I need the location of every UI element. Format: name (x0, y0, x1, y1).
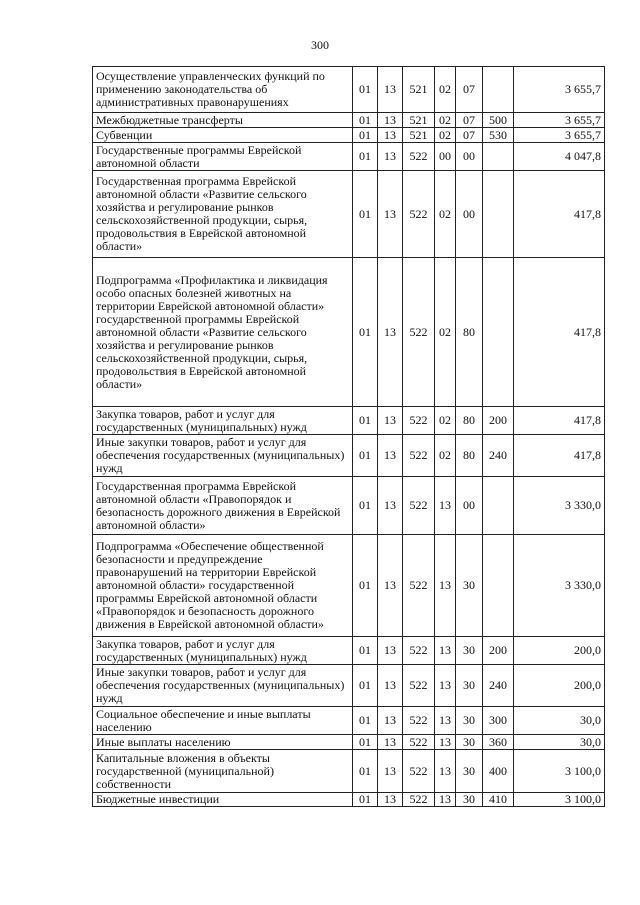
section-code: 01 (353, 171, 378, 258)
target-item-code: 07 (456, 67, 483, 113)
subsection-code: 13 (378, 435, 403, 477)
budget-table (92, 66, 605, 807)
section-code: 01 (353, 637, 378, 665)
target-subarticle-code: 02 (435, 407, 456, 435)
target-subarticle-code: 02 (435, 128, 456, 143)
expense-type-code: 360 (483, 735, 514, 750)
section-code: 01 (353, 113, 378, 128)
row-name: Иные выплаты населению (93, 735, 353, 750)
target-item-code: 00 (456, 477, 483, 535)
target-item-code: 30 (456, 793, 483, 807)
amount: 417,8 (514, 407, 605, 435)
target-item-code: 80 (456, 258, 483, 407)
page-number: 300 (311, 38, 329, 52)
subsection-code: 13 (378, 407, 403, 435)
amount: 417,8 (514, 435, 605, 477)
table-row (93, 171, 605, 258)
table-row (93, 665, 605, 707)
target-article-code: 522 (403, 477, 435, 535)
target-subarticle-code: 02 (435, 171, 456, 258)
target-article-code: 522 (403, 535, 435, 637)
target-item-code: 80 (456, 407, 483, 435)
target-subarticle-code: 13 (435, 535, 456, 637)
expense-type-code (483, 171, 514, 258)
target-item-code: 07 (456, 128, 483, 143)
target-subarticle-code: 13 (435, 735, 456, 750)
target-subarticle-code: 13 (435, 665, 456, 707)
row-name: Государственная программа Еврейской автономной области «Развитие сельского хозяйства и регулирование рынков сельскохозяйственной продукции, сырья, продовольствия в Еврейской автономной области» (93, 171, 353, 258)
target-article-code: 522 (403, 143, 435, 171)
subsection-code: 13 (378, 477, 403, 535)
subsection-code: 13 (378, 793, 403, 807)
section-code: 01 (353, 535, 378, 637)
section-code: 01 (353, 67, 378, 113)
section-code: 01 (353, 707, 378, 735)
subsection-code: 13 (378, 665, 403, 707)
subsection-code: 13 (378, 707, 403, 735)
expense-type-code (483, 477, 514, 535)
subsection-code: 13 (378, 143, 403, 171)
section-code: 01 (353, 128, 378, 143)
target-article-code: 522 (403, 435, 435, 477)
amount: 3 330,0 (514, 535, 605, 637)
amount: 3 330,0 (514, 477, 605, 535)
target-article-code: 522 (403, 171, 435, 258)
subsection-code: 13 (378, 113, 403, 128)
target-item-code: 30 (456, 750, 483, 793)
table-row (93, 67, 605, 113)
row-name: Закупка товаров, работ и услуг для государственных (муниципальных) нужд (93, 407, 353, 435)
amount: 200,0 (514, 637, 605, 665)
target-article-code: 522 (403, 750, 435, 793)
amount: 3 100,0 (514, 793, 605, 807)
section-code: 01 (353, 435, 378, 477)
target-item-code: 30 (456, 665, 483, 707)
target-subarticle-code: 13 (435, 707, 456, 735)
row-name: Подпрограмма «Профилактика и ликвидация особо опасных болезней животных на территории Еврейской автономной области» государственной программы Еврейской автономной области «Развитие сельского хозяйства и регулирование рынков сельскохозяйственной продукции, сырья, продовольствия в Еврейской автономной области» (93, 258, 353, 407)
expense-type-code: 240 (483, 665, 514, 707)
expense-type-code: 300 (483, 707, 514, 735)
table-row (93, 113, 605, 128)
table-row (93, 637, 605, 665)
amount: 417,8 (514, 171, 605, 258)
target-article-code: 522 (403, 735, 435, 750)
expense-type-code (483, 258, 514, 407)
target-article-code: 521 (403, 128, 435, 143)
target-article-code: 522 (403, 793, 435, 807)
target-article-code: 522 (403, 637, 435, 665)
table-row (93, 435, 605, 477)
section-code: 01 (353, 258, 378, 407)
row-name: Государственная программа Еврейской автономной области «Правопорядок и безопасность дорожного движения в Еврейской автономной области» (93, 477, 353, 535)
amount: 417,8 (514, 258, 605, 407)
target-subarticle-code: 02 (435, 435, 456, 477)
target-item-code: 30 (456, 535, 483, 637)
target-subarticle-code: 02 (435, 258, 456, 407)
row-name: Подпрограмма «Обеспечение общественной безопасности и предупреждение правонарушений на территории Еврейской автономной области» государственной программы Еврейской автономной области «Правопорядок и безопасность дорожного движения в Еврейской автономной области» (93, 535, 353, 637)
target-subarticle-code: 02 (435, 67, 456, 113)
target-subarticle-code: 13 (435, 637, 456, 665)
row-name: Межбюджетные трансферты (93, 113, 353, 128)
table-row (93, 128, 605, 143)
expense-type-code: 200 (483, 637, 514, 665)
amount: 4 047,8 (514, 143, 605, 171)
expense-type-code: 200 (483, 407, 514, 435)
target-subarticle-code: 13 (435, 477, 456, 535)
expense-type-code (483, 143, 514, 171)
table-body (93, 67, 605, 807)
target-item-code: 30 (456, 637, 483, 665)
subsection-code: 13 (378, 637, 403, 665)
section-code: 01 (353, 750, 378, 793)
expense-type-code: 400 (483, 750, 514, 793)
table-row (93, 258, 605, 407)
target-item-code: 00 (456, 171, 483, 258)
row-name: Государственные программы Еврейской автономной области (93, 143, 353, 171)
row-name: Иные закупки товаров, работ и услуг для обеспечения государственных (муниципальных) нужд (93, 435, 353, 477)
table-row (93, 735, 605, 750)
target-subarticle-code: 13 (435, 750, 456, 793)
section-code: 01 (353, 665, 378, 707)
target-subarticle-code: 02 (435, 113, 456, 128)
subsection-code: 13 (378, 128, 403, 143)
target-article-code: 522 (403, 258, 435, 407)
row-name: Осуществление управленческих функций по применению законодательства об административных правонарушениях (93, 67, 353, 113)
target-article-code: 522 (403, 407, 435, 435)
expense-type-code (483, 67, 514, 113)
subsection-code: 13 (378, 735, 403, 750)
table-row (93, 477, 605, 535)
row-name: Социальное обеспечение и иные выплаты населению (93, 707, 353, 735)
subsection-code: 13 (378, 171, 403, 258)
table-row (93, 407, 605, 435)
section-code: 01 (353, 477, 378, 535)
row-name: Капитальные вложения в объекты государственной (муниципальной) собственности (93, 750, 353, 793)
expense-type-code: 240 (483, 435, 514, 477)
target-item-code: 07 (456, 113, 483, 128)
row-name: Бюджетные инвестиции (93, 793, 353, 807)
table-row (93, 707, 605, 735)
amount: 30,0 (514, 707, 605, 735)
amount: 200,0 (514, 665, 605, 707)
expense-type-code: 500 (483, 113, 514, 128)
amount: 3 655,7 (514, 128, 605, 143)
table-row (93, 750, 605, 793)
target-article-code: 521 (403, 67, 435, 113)
target-item-code: 80 (456, 435, 483, 477)
section-code: 01 (353, 793, 378, 807)
amount: 3 100,0 (514, 750, 605, 793)
target-item-code: 00 (456, 143, 483, 171)
target-article-code: 522 (403, 665, 435, 707)
subsection-code: 13 (378, 535, 403, 637)
row-name: Закупка товаров, работ и услуг для государственных (муниципальных) нужд (93, 637, 353, 665)
section-code: 01 (353, 143, 378, 171)
section-code: 01 (353, 407, 378, 435)
expense-type-code: 530 (483, 128, 514, 143)
target-item-code: 30 (456, 735, 483, 750)
expense-type-code (483, 535, 514, 637)
expense-type-code: 410 (483, 793, 514, 807)
target-article-code: 522 (403, 707, 435, 735)
row-name: Иные закупки товаров, работ и услуг для обеспечения государственных (муниципальных) нужд (93, 665, 353, 707)
subsection-code: 13 (378, 750, 403, 793)
target-article-code: 521 (403, 113, 435, 128)
target-item-code: 30 (456, 707, 483, 735)
table-row (93, 793, 605, 807)
section-code: 01 (353, 735, 378, 750)
subsection-code: 13 (378, 67, 403, 113)
amount: 3 655,7 (514, 67, 605, 113)
amount: 30,0 (514, 735, 605, 750)
amount: 3 655,7 (514, 113, 605, 128)
target-subarticle-code: 13 (435, 793, 456, 807)
table-row (93, 535, 605, 637)
target-subarticle-code: 00 (435, 143, 456, 171)
table-row (93, 143, 605, 171)
subsection-code: 13 (378, 258, 403, 407)
row-name: Субвенции (93, 128, 353, 143)
